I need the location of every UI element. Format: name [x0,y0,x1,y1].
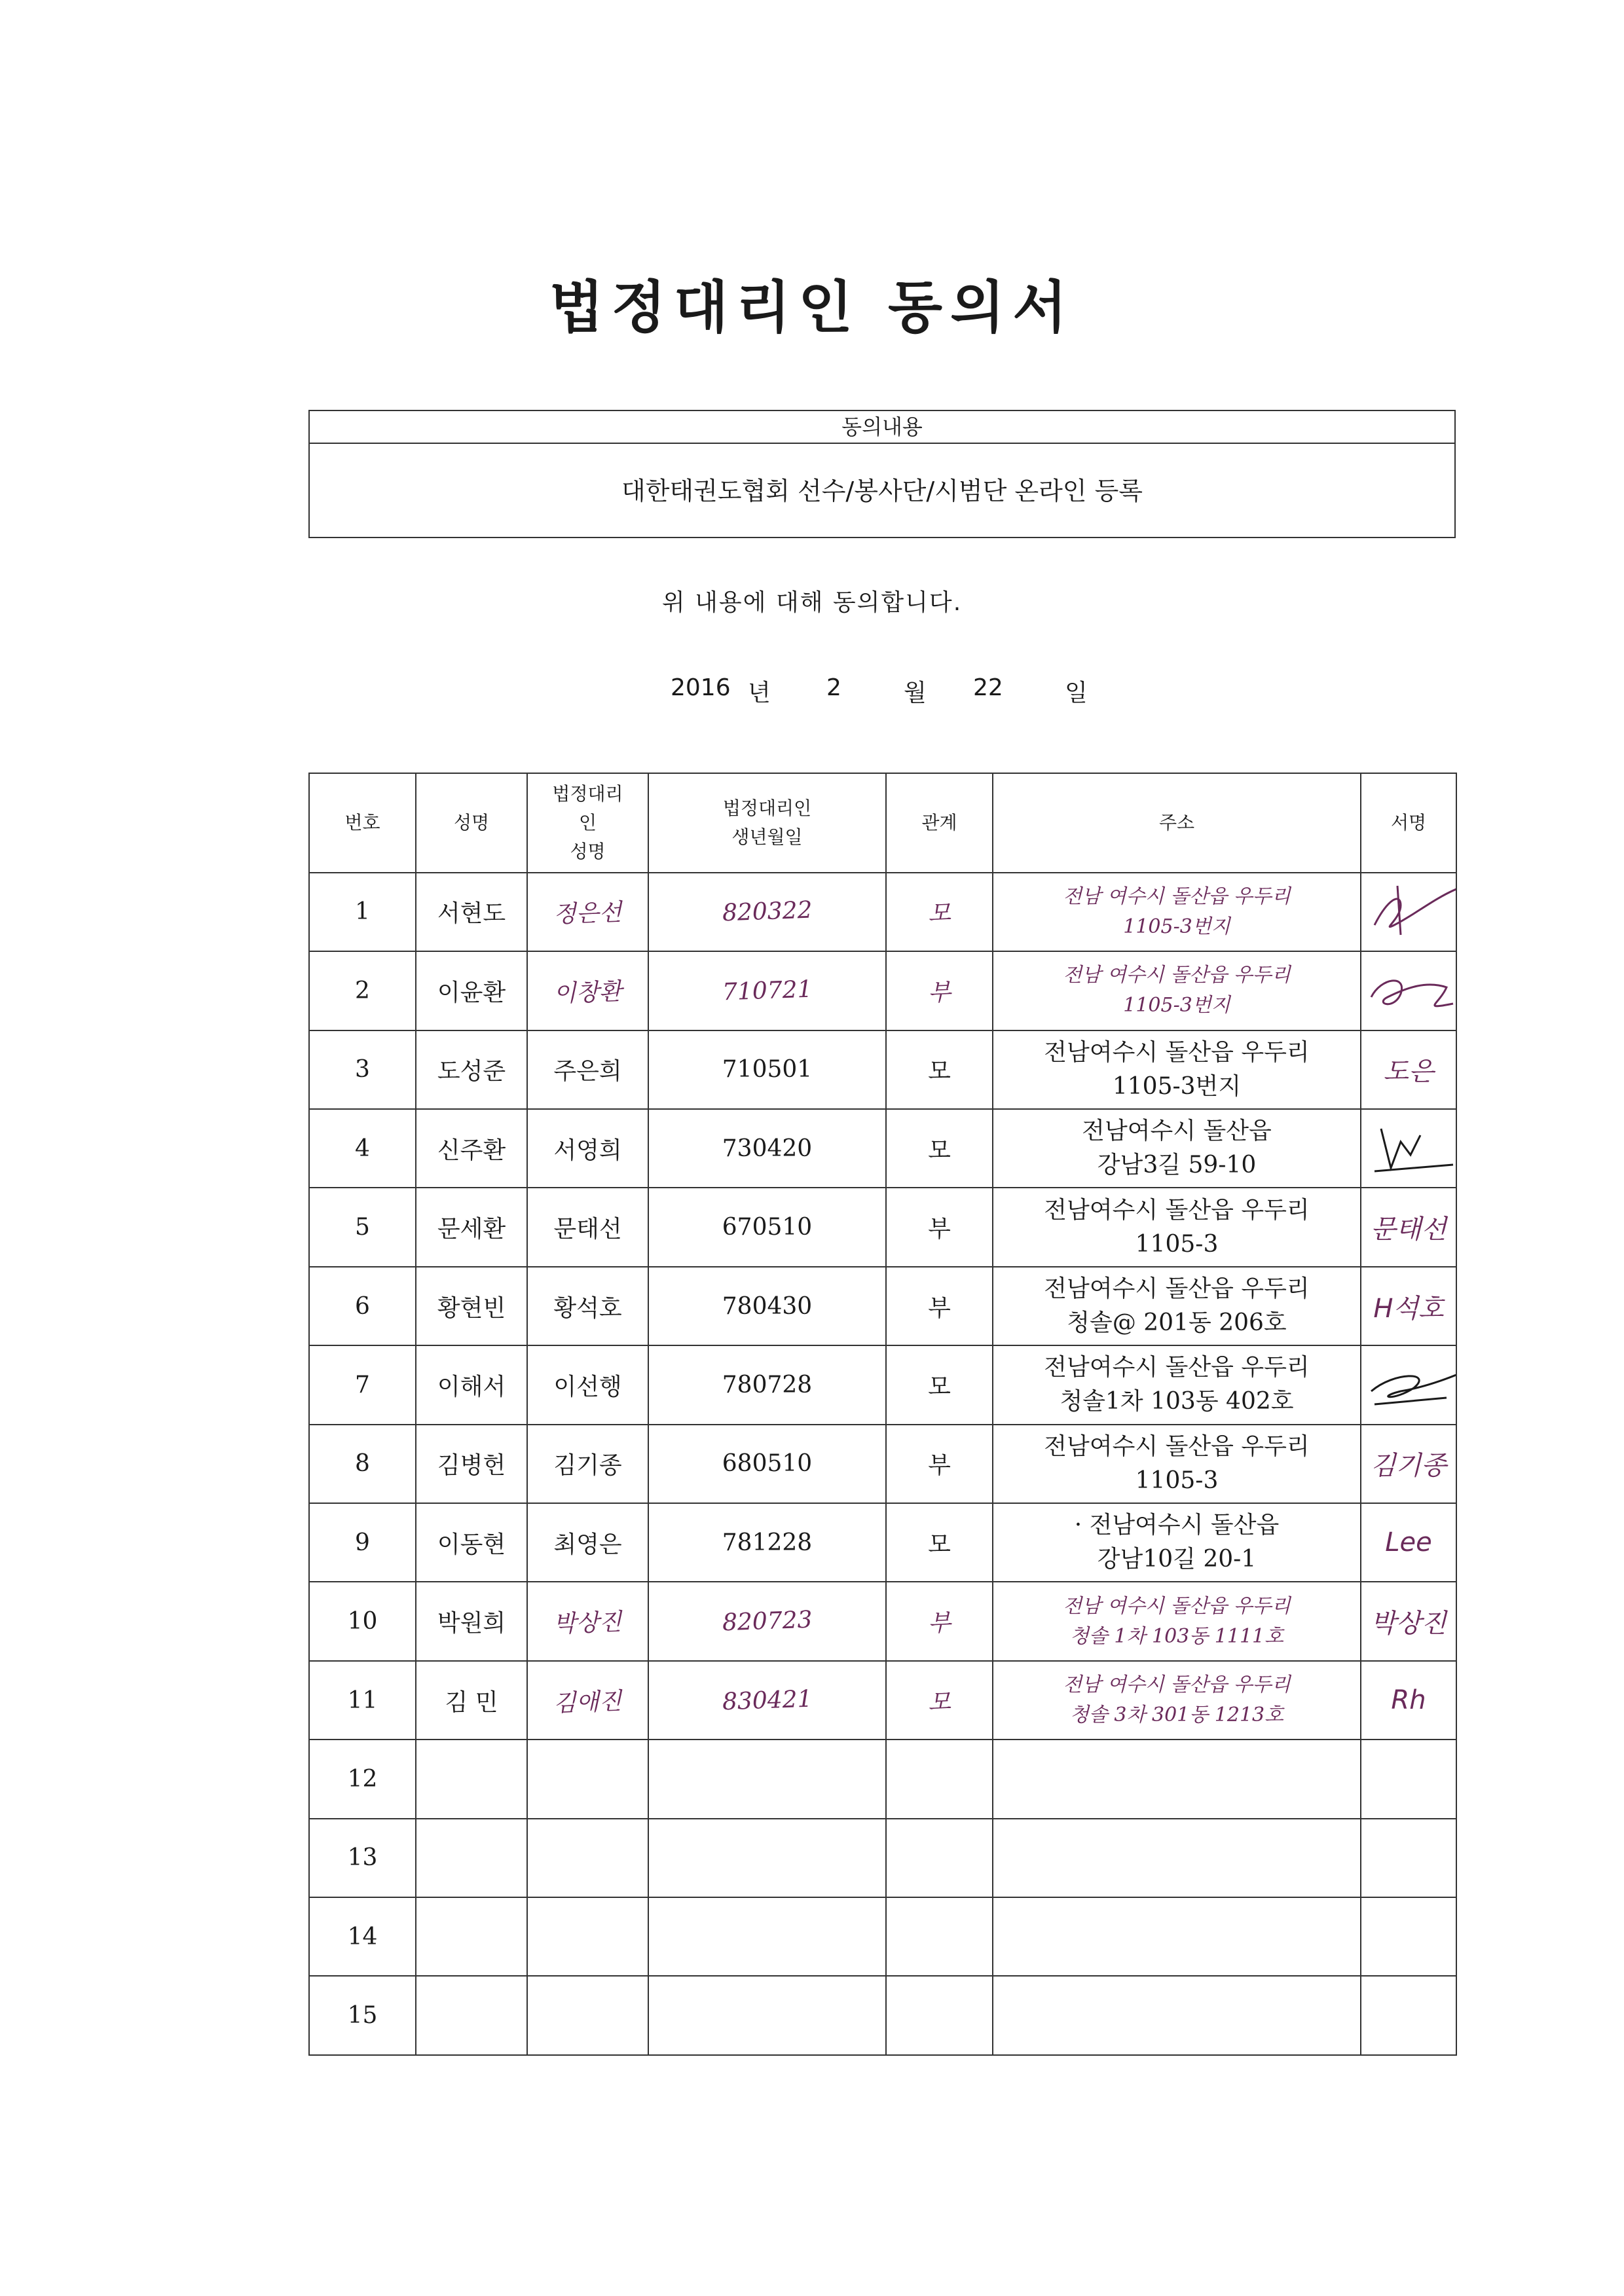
cell-empty [1361,1976,1456,2055]
handwritten-text: 820322 [722,897,813,927]
cell-signature [1361,1109,1456,1188]
cell-guardian: 황석호 [527,1267,648,1345]
cell-empty [416,1740,527,1818]
col-header-guardian-name-l2: 인 [578,811,597,833]
cell-relation: 부 [886,1188,993,1266]
handwritten-text: 820723 [722,1606,813,1637]
signature-scribble [1361,879,1456,945]
address-line-2: 1105-3번지 [1123,915,1230,938]
handwritten-text: 정은선 [553,899,623,929]
col-header-relation: 관계 [886,773,993,873]
cell-guardian-handwritten [527,1661,648,1740]
cell-name: 도성준 [416,1030,527,1109]
cell-empty [648,1976,886,2055]
cell-empty [886,1976,993,2055]
cell-address-handwritten [993,951,1361,1030]
cell-empty [993,1819,1361,1897]
cell-signature [1361,873,1456,951]
address-line-1: 전남 여수시 돌산읍 우두리 [1063,1673,1291,1697]
col-header-name: 성명 [416,773,527,873]
signature-scribble [1361,1352,1456,1417]
consent-content: 대한태권도협회 선수/봉사단/시범단 온라인 등록 [621,477,1143,505]
cell-name: 박원희 [416,1582,527,1660]
table-row [309,1819,1456,1897]
table-row [309,1582,1456,1660]
cell-no: 13 [309,1819,416,1897]
cell-empty [993,1740,1361,1818]
cell-empty [527,1976,648,2055]
cell-relation-handwritten [886,951,993,1030]
cell-address [993,1425,1361,1503]
address-line-1: 전남 여수시 돌산읍 우두리 [1063,884,1291,908]
cell-name: 서현도 [416,873,527,951]
signature-text: H석호 [1373,1293,1444,1324]
cell-birth: 680510 [648,1425,886,1503]
handwritten-text: 부 [927,1609,951,1637]
cell-birth-handwritten [648,951,886,1030]
cell-no: 6 [309,1267,416,1345]
cell-name: 김 민 [416,1661,527,1740]
cell-relation: 부 [886,1267,993,1345]
col-header-no: 번호 [309,773,416,873]
cell-empty [1361,1897,1456,1976]
handwritten-text: 모 [927,900,951,928]
table-row [309,1030,1456,1109]
cell-no: 12 [309,1740,416,1818]
col-header-guardian-name-l1: 법정대리 [552,782,623,805]
handwritten-text: 모 [927,1688,951,1717]
table-row [309,1188,1456,1266]
col-header-guardian-birth-l2: 생년월일 [731,826,803,848]
cell-empty [886,1740,993,1818]
address-line-2: 청솔1차 103동 402호 [1060,1388,1294,1415]
date-year-unit: 년 [748,680,771,706]
cell-birth: 730420 [648,1109,886,1188]
table-row [309,1109,1456,1188]
cell-empty [993,1897,1361,1976]
signature-text: Lee [1385,1527,1432,1558]
date-year: 2016 [671,674,731,701]
cell-relation: 모 [886,1503,993,1582]
cell-no: 15 [309,1976,416,2055]
address-line-2: 1105-3번지 [1123,994,1230,1017]
address-line-1: 전남여수시 돌산읍 우두리 [1044,1275,1310,1303]
address-line-2: 강남3길 59-10 [1097,1152,1257,1179]
cell-guardian: 최영은 [527,1503,648,1582]
cell-address [993,1267,1361,1345]
cell-empty [648,1740,886,1818]
col-header-address: 주소 [993,773,1361,873]
cell-address [993,1345,1361,1424]
cell-birth-handwritten [648,1582,886,1660]
col-header-guardian-birth-l1: 법정대리인 [722,797,812,819]
cell-guardian: 김기종 [527,1425,648,1503]
handwritten-text: 박상진 [553,1609,623,1638]
cell-relation-handwritten [886,873,993,951]
address-line-1: 전남여수시 돌산읍 우두리 [1044,1354,1310,1381]
cell-name: 이해서 [416,1345,527,1424]
cell-address-handwritten [993,1661,1361,1740]
cell-birth: 780430 [648,1267,886,1345]
date-day-unit: 일 [1065,680,1088,706]
cell-signature [1361,1582,1456,1660]
agree-statement: 위 내용에 대해 동의합니다. [661,589,963,616]
cell-guardian-handwritten [527,1582,648,1660]
signature-text: 도은 [1383,1057,1434,1087]
cell-relation: 모 [886,1030,993,1109]
cell-guardian: 주은희 [527,1030,648,1109]
cell-signature [1361,1425,1456,1503]
cell-empty [1361,1740,1456,1818]
address-line-2: 청솔 1차 103동 1111호 [1069,1624,1284,1648]
signature-text: 박상진 [1371,1609,1447,1639]
cell-signature [1361,1503,1456,1582]
table-row [309,1897,1456,1976]
consent-header: 동의내용 [310,411,1454,444]
address-line-1: 전남 여수시 돌산읍 우두리 [1063,964,1291,987]
address-line-2: 1105-3번지 [1112,1072,1242,1100]
cell-birth: 710501 [648,1030,886,1109]
cell-guardian-handwritten [527,951,648,1030]
handwritten-text: 710721 [722,975,813,1006]
date-day: 22 [973,674,1003,701]
cell-birth: 670510 [648,1188,886,1266]
cell-signature [1361,1267,1456,1345]
table-row [309,1661,1456,1740]
cell-empty [416,1819,527,1897]
cell-no: 8 [309,1425,416,1503]
cell-empty [886,1897,993,1976]
address-line-2: 청솔 3차 301동 1213호 [1069,1704,1284,1727]
address-line-1: 전남여수시 돌산읍 우두리 [1044,1432,1310,1460]
address-line-2: 강남10길 20-1 [1097,1546,1257,1573]
cell-guardian: 이선행 [527,1345,648,1424]
cell-empty [648,1819,886,1897]
date-month: 2 [826,674,841,701]
cell-empty [416,1976,527,2055]
cell-address-handwritten [993,873,1361,951]
cell-no: 11 [309,1661,416,1740]
cell-name: 신주환 [416,1109,527,1188]
cell-empty [527,1740,648,1818]
address-line-1: 전남여수시 돌산읍 우두리 [1044,1038,1310,1066]
cell-no: 4 [309,1109,416,1188]
table-row [309,873,1456,951]
guardian-table [308,773,1457,2056]
cell-empty [527,1819,648,1897]
address-line-1: 전남여수시 돌산읍 [1082,1118,1272,1145]
cell-relation: 모 [886,1345,993,1424]
handwritten-text: 김애진 [553,1687,623,1717]
cell-no: 3 [309,1030,416,1109]
signature-text: Rh [1391,1685,1426,1716]
col-header-signature: 서명 [1361,773,1456,873]
col-header-guardian-birth [648,773,886,873]
table-header-row [309,773,1456,873]
cell-relation: 모 [886,1109,993,1188]
address-line-2: 1105-3 [1135,1467,1219,1494]
table-row [309,1976,1456,2055]
cell-empty [416,1897,527,1976]
cell-name: 김병헌 [416,1425,527,1503]
cell-empty [1361,1819,1456,1897]
cell-relation-handwritten [886,1582,993,1660]
cell-birth: 780728 [648,1345,886,1424]
cell-no: 14 [309,1897,416,1976]
cell-birth-handwritten [648,1661,886,1740]
cell-birth: 781228 [648,1503,886,1582]
cell-guardian-handwritten [527,873,648,951]
handwritten-text: 이창환 [553,978,623,1008]
col-header-guardian-name-l3: 성명 [570,840,606,862]
cell-signature [1361,951,1456,1030]
cell-name: 황현빈 [416,1267,527,1345]
cell-birth-handwritten [648,873,886,951]
page-title: 법정대리인 동의서 [549,275,1075,340]
table-row [309,1425,1456,1503]
address-line-2: 1105-3 [1135,1230,1219,1258]
col-header-guardian-name [527,773,648,873]
table-row [309,951,1456,1030]
table-row [309,1345,1456,1424]
cell-name: 문세환 [416,1188,527,1266]
signature-scribble [1361,1116,1456,1181]
cell-address [993,1188,1361,1266]
address-line-1: 전남여수시 돌산읍 우두리 [1044,1196,1310,1224]
cell-name: 이동현 [416,1503,527,1582]
table-row [309,1740,1456,1818]
handwritten-text: 830421 [722,1685,813,1715]
address-line-2: 청솔@ 201동 206호 [1067,1309,1287,1337]
cell-guardian: 서영희 [527,1109,648,1188]
signature-scribble [1361,958,1456,1023]
cell-empty [993,1976,1361,2055]
cell-address [993,1109,1361,1188]
signature-text: 문태선 [1371,1214,1447,1245]
cell-relation-handwritten [886,1661,993,1740]
cell-no: 5 [309,1188,416,1266]
cell-signature [1361,1188,1456,1266]
handwritten-text: 부 [927,979,951,1007]
cell-relation: 부 [886,1425,993,1503]
signature-text: 김기종 [1371,1451,1447,1482]
cell-signature [1361,1030,1456,1109]
cell-no: 7 [309,1345,416,1424]
cell-no: 10 [309,1582,416,1660]
cell-address [993,1503,1361,1582]
cell-empty [527,1897,648,1976]
date-month-unit: 월 [904,680,927,706]
consent-box [308,410,1456,538]
cell-empty [886,1819,993,1897]
cell-address-handwritten [993,1582,1361,1660]
table-row [309,1503,1456,1582]
cell-no: 2 [309,951,416,1030]
cell-name: 이윤환 [416,951,527,1030]
cell-signature [1361,1345,1456,1424]
cell-guardian: 문태선 [527,1188,648,1266]
address-line-1: 전남 여수시 돌산읍 우두리 [1063,1594,1291,1618]
table-row [309,1267,1456,1345]
cell-no: 9 [309,1503,416,1582]
cell-empty [648,1897,886,1976]
cell-signature [1361,1661,1456,1740]
cell-address [993,1030,1361,1109]
cell-no: 1 [309,873,416,951]
address-line-1: · 전남여수시 돌산읍 [1074,1512,1280,1539]
